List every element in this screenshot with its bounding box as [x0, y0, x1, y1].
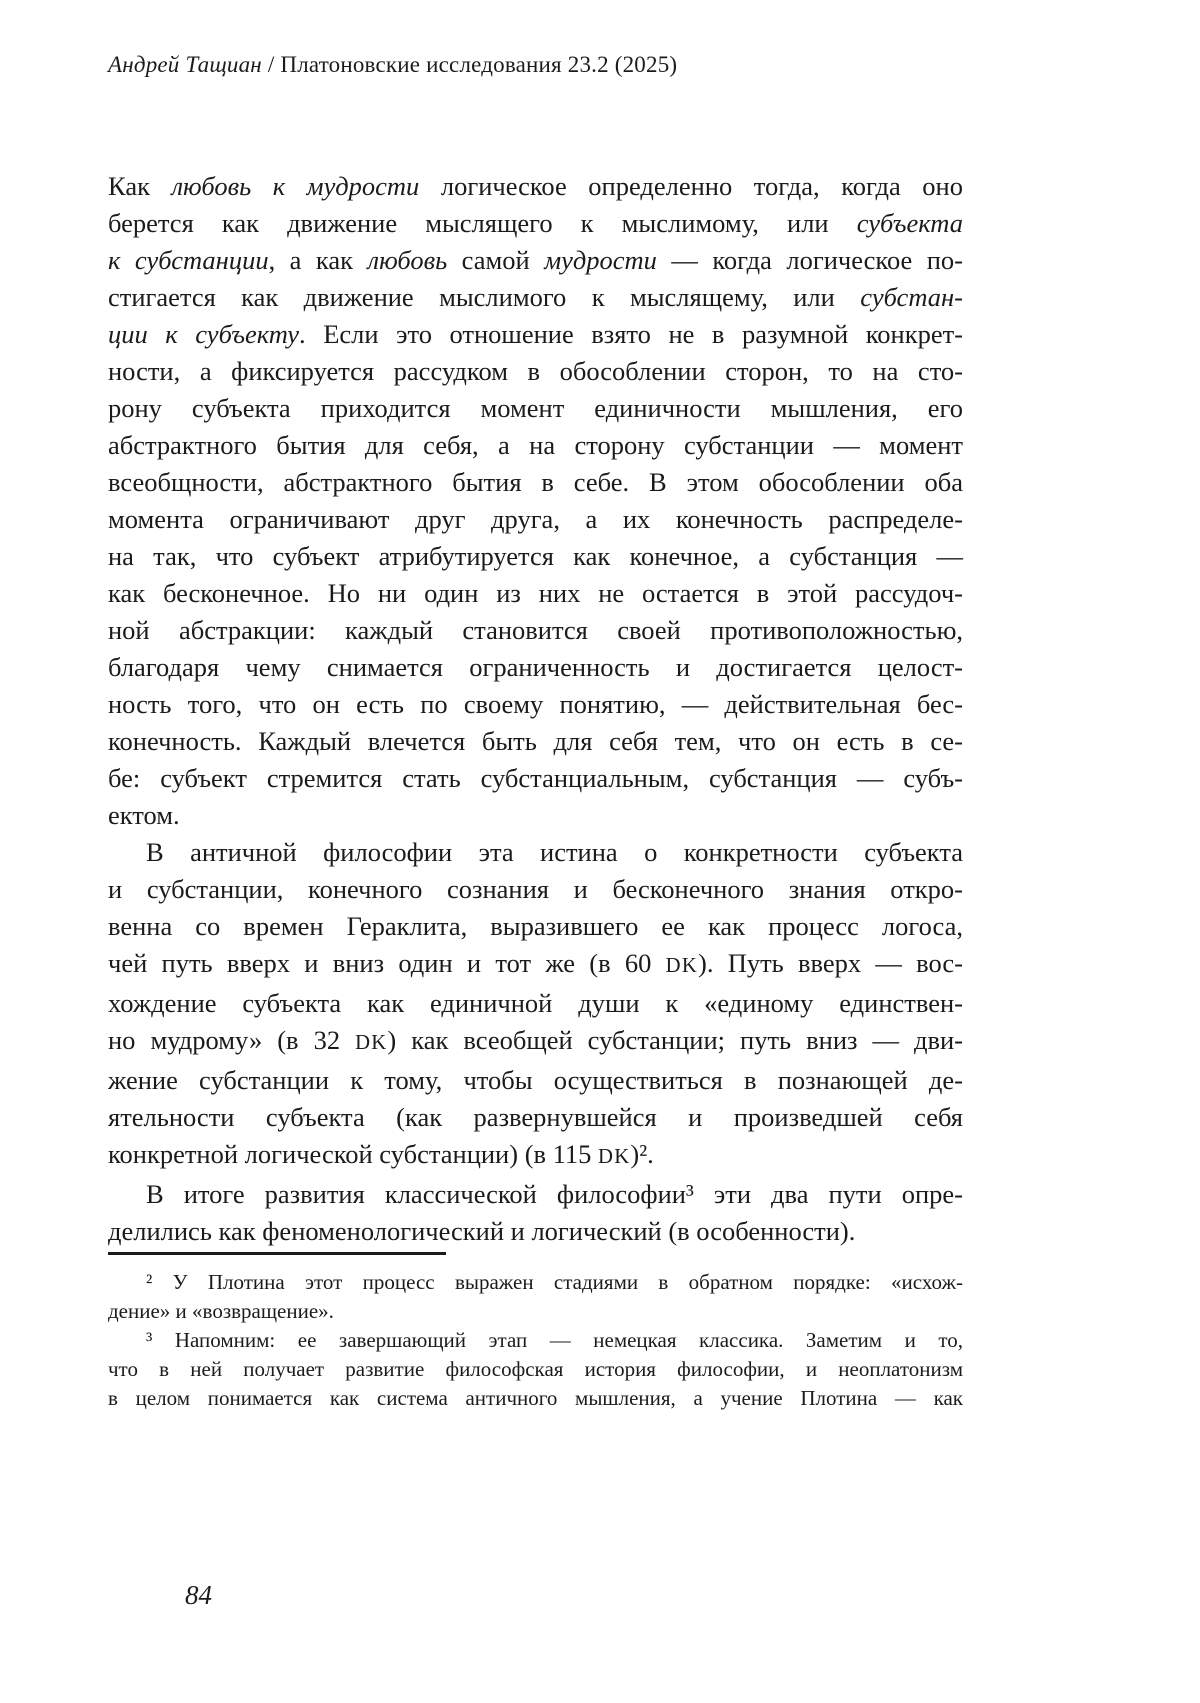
text-segment: )².	[630, 1139, 654, 1169]
footnotes	[108, 1268, 963, 1413]
text-segment: мудрости	[544, 245, 657, 275]
text-line	[108, 686, 963, 723]
text-segment: как бесконечное. Но ни один из них не остается в этой рассудоч-	[108, 578, 963, 608]
running-head-author: Андрей Тащиан	[108, 52, 262, 77]
running-head-separator: /	[261, 52, 281, 77]
text-line	[108, 723, 963, 760]
text-line	[108, 575, 963, 612]
text-segment: ² У Плотина этот процесс выражен стадиями в обратном порядке: «исхож-	[146, 1270, 963, 1294]
text-segment: момента ограничивают друг друга, а их конечность распределе-	[108, 504, 963, 534]
text-segment: на так, что субъект атрибутируется как конечное, а субстанция —	[108, 541, 963, 571]
text-line	[108, 464, 963, 501]
text-segment: жение субстанции к тому, чтобы осуществиться в познающей де-	[108, 1065, 963, 1095]
text-segment: ектом.	[108, 800, 180, 830]
text-line	[108, 612, 963, 649]
text-segment: всеобщности, абстрактного бытия в себе. В этом обособлении оба	[108, 467, 963, 497]
text-segment: конкретной логической субстанции) (в 115	[108, 1139, 599, 1169]
text-segment: абстрактного бытия для себя, а на сторону субстанции — момент	[108, 430, 963, 460]
text-line	[108, 797, 963, 834]
text-segment: В античной философии эта истина о конкретности субъекта	[146, 837, 963, 867]
text-segment: к субстанции	[108, 245, 269, 275]
text-segment: логическое определенно тогда, когда оно	[419, 171, 963, 201]
text-segment: благодаря чему снимается ограниченность и достигается целост-	[108, 652, 963, 682]
text-line	[108, 760, 963, 797]
text-line	[108, 538, 963, 575]
text-line	[108, 353, 963, 390]
text-segment: венна со времен Гераклита, выразившего ее как процесс логоса,	[108, 911, 963, 941]
text-line	[108, 945, 963, 985]
text-line	[108, 1136, 963, 1176]
text-segment: Как	[108, 171, 172, 201]
footnote-rule	[108, 1252, 446, 1255]
text-segment: и субстанции, конечного сознания и бесконечного знания откро-	[108, 874, 963, 904]
text-segment: дение» и «возвращение».	[108, 1299, 334, 1323]
page-number: 84	[185, 1580, 212, 1610]
text-segment: стигается как движение мыслимого к мыслящему, или	[108, 282, 861, 312]
text-line	[108, 1355, 963, 1384]
running-head-journal: Платоновские исследования 23.2 (2025)	[280, 52, 678, 77]
text-segment: хождение субъекта как единичной души к «единому единствен-	[108, 988, 963, 1018]
text-line	[108, 1062, 963, 1099]
text-segment: ) как всеобщей субстанции; путь вниз — дви-	[387, 1025, 963, 1055]
text-segment: . Если это отношение взято не в разумной конкрет-	[299, 319, 963, 349]
running-head	[108, 52, 677, 78]
text-line	[108, 871, 963, 908]
text-line	[108, 1022, 963, 1062]
text-line	[108, 908, 963, 945]
text-line	[108, 316, 963, 353]
text-segment: что в ней получает развитие философская история философии, и неоплатонизм	[108, 1357, 963, 1381]
text-segment: рону субъекта приходится момент единичности мышления, его	[108, 393, 963, 423]
text-line	[108, 1384, 963, 1413]
text-segment: любовь	[367, 245, 448, 275]
text-line	[108, 1213, 963, 1250]
text-line	[108, 1326, 963, 1355]
text-segment: ции к субъекту	[108, 319, 300, 349]
text-line	[108, 390, 963, 427]
text-segment: но мудрому» (в 32	[108, 1025, 356, 1055]
text-segment: конечность. Каждый влечется быть для себя тем, что он есть в се-	[108, 726, 963, 756]
text-segment: чей путь вверх и вниз один и тот же (в 60	[108, 948, 666, 978]
text-segment: любовь к мудрости	[171, 171, 420, 201]
text-segment: в целом понимается как система античного мышления, а учение Плотина — как	[108, 1386, 963, 1410]
text-segment: берется как движение мыслящего к мыслимому, или	[108, 208, 857, 238]
text-segment: DK	[598, 1146, 631, 1168]
text-line	[108, 242, 963, 279]
text-segment: бе: субъект стремится стать субстанциальным, субстанция — субъ-	[108, 763, 963, 793]
text-line	[108, 1099, 963, 1136]
text-segment: ). Путь вверх — вос-	[698, 948, 964, 978]
text-segment: субстан-	[860, 282, 963, 312]
text-line	[108, 427, 963, 464]
text-segment: DK	[355, 1032, 388, 1054]
text-segment: ности, а фиксируется рассудком в обособлении сторон, то на сто-	[108, 356, 963, 386]
text-segment: , а как	[268, 245, 368, 275]
text-segment: самой	[447, 245, 545, 275]
text-segment: субъекта	[856, 208, 963, 238]
text-line	[108, 168, 963, 205]
text-line	[108, 834, 963, 871]
text-segment: делились как феноменологический и логический (в особенности).	[108, 1216, 856, 1246]
text-segment: ятельности субъекта (как развернувшейся и произведшей себя	[108, 1102, 963, 1132]
text-segment: В итоге развития классической философии³ эти два пути опре-	[146, 1179, 963, 1209]
text-line	[108, 1176, 963, 1213]
text-segment: ность того, что он есть по своему понятию, — действительная бес-	[108, 689, 963, 719]
text-line	[108, 1268, 963, 1297]
text-line	[108, 649, 963, 686]
text-segment: ной абстракции: каждый становится своей противоположностью,	[108, 615, 963, 645]
text-segment: ³ Напомним: ее завершающий этап — немецкая классика. Заметим и то,	[146, 1328, 963, 1352]
text-line	[108, 1297, 963, 1326]
text-segment: DK	[665, 955, 698, 977]
text-line	[108, 501, 963, 538]
body-text	[108, 168, 963, 1250]
text-line	[108, 205, 963, 242]
text-line	[108, 985, 963, 1022]
text-line	[108, 279, 963, 316]
text-segment: — когда логическое по-	[656, 245, 964, 275]
